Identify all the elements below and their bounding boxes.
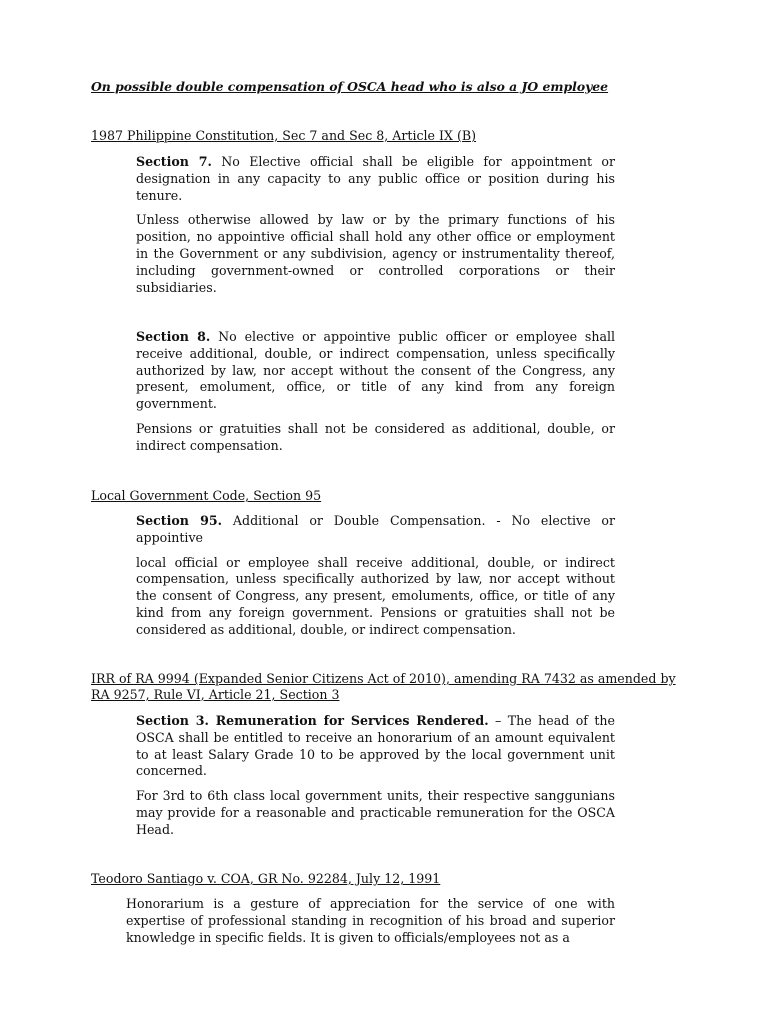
paragraph-text: Honorarium is a gesture of appreciation for the service of one with expertise of professional standing in recognition of his broad and superior knowledge in specific fields. It is given to officials/employees not as a bbox=[126, 896, 615, 946]
section-label: Section 8. bbox=[136, 329, 211, 344]
paragraph bbox=[136, 421, 615, 455]
paragraph-text: No elective or appointive public officer or employee shall receive additional, double, or indirect compensation, unless specifically authorized by law, nor accept without the consent of the Congress, any present, emolument, office, or title of any kind from any foreign government. bbox=[136, 329, 616, 412]
paragraph bbox=[136, 329, 615, 413]
paragraph bbox=[136, 212, 615, 296]
document-title: On possible double compensation of OSCA head who is also a JO employee bbox=[91, 79, 609, 94]
paragraph bbox=[126, 895, 615, 947]
paragraph-text: Additional or Double Compensation. - No elective or appointive bbox=[136, 513, 615, 545]
section-heading-irr: IRR of RA 9994 (Expanded Senior Citizens Act of 2010), amending RA 7432 as amended by RA 9257, Rule VI, Article 21, Section 3 bbox=[91, 671, 676, 702]
paragraph bbox=[136, 713, 615, 780]
paragraph-text: For 3rd to 6th class local government units, their respective sanggunians may provide for a reasonable and practicable remuneration for the OSCA Head. bbox=[136, 788, 615, 837]
irr-sec3-block bbox=[136, 713, 615, 839]
paragraph bbox=[136, 513, 615, 547]
section-label: Section 7. bbox=[136, 154, 212, 169]
case-quote-block bbox=[126, 895, 615, 947]
section-heading-lgc: Local Government Code, Section 95 bbox=[91, 488, 322, 503]
paragraph-text: Unless otherwise allowed by law or by the primary functions of his position, no appointive official shall hold any other office or employment in the Government or any subdivision, agency or instrumentality thereof, including government-owned or controlled corporations or their subsidiaries. bbox=[136, 212, 615, 295]
section-label: Section 95. bbox=[136, 513, 223, 528]
constitution-sec8-block bbox=[136, 329, 615, 455]
paragraph-text: Pensions or gratuities shall not be considered as additional, double, or indirect compensation. bbox=[136, 420, 615, 453]
paragraph-text: – The head of the OSCA shall be entitled to receive an honorarium of an amount equivalent to at least Salary Grade 10 to be approved by the local government unit concerned. bbox=[136, 713, 615, 779]
lgc-sec95-block bbox=[136, 513, 615, 639]
constitution-sec7-block bbox=[136, 154, 615, 296]
paragraph-text: local official or employee shall receive additional, double, or indirect compensation, unless specifically authorized by law, nor accept without the consent of Congress, any present, emoluments, office, or title of any kind from any foreign government. Pensions or gratuities shall not be considered as additional, double, or indirect compensation. bbox=[136, 554, 615, 637]
section-heading-case: Teodoro Santiago v. COA, GR No. 92284, July 12, 1991 bbox=[91, 871, 441, 886]
section-heading-constitution: 1987 Philippine Constitution, Sec 7 and Sec 8, Article IX (B) bbox=[91, 128, 477, 143]
section-label: Section 3. Remuneration for Services Rendered. bbox=[136, 713, 489, 728]
paragraph bbox=[136, 555, 615, 639]
paragraph bbox=[136, 154, 615, 204]
paragraph-text: No Elective official shall be eligible for appointment or designation in any capacity to any public office or position during his tenure. bbox=[136, 154, 616, 203]
paragraph bbox=[136, 788, 615, 838]
